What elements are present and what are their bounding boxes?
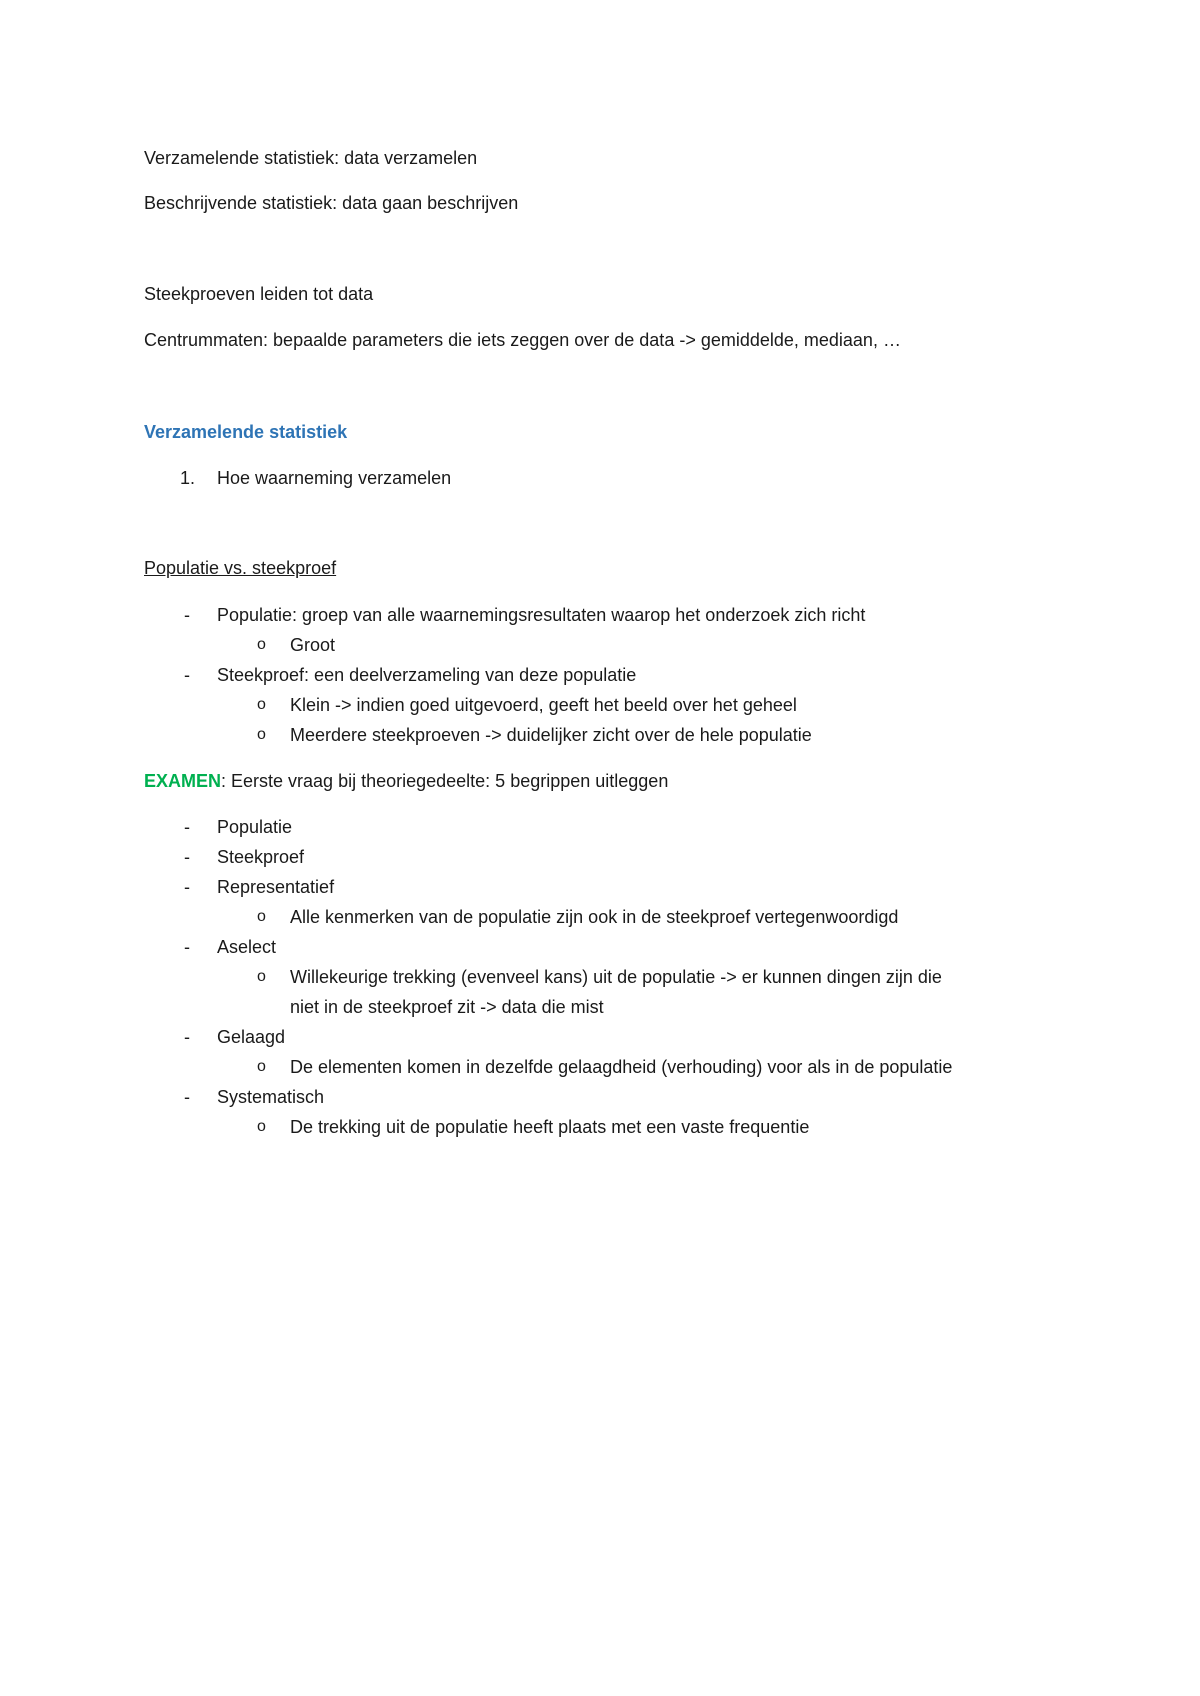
sub-list-item: Alle kenmerken van de populatie zijn ook in de steekproef vertegenwoordigd <box>290 907 899 927</box>
numbered-item: Hoe waarneming verzamelen <box>217 468 452 488</box>
dash-bullet: - <box>184 847 190 867</box>
list-number: 1. <box>180 468 196 488</box>
intro-line-1: Verzamelende statistiek: data verzamelen <box>144 148 478 168</box>
sub-bullet: o <box>257 726 266 743</box>
list-item: Aselect <box>217 937 277 957</box>
subheading-populatie: Populatie vs. steekproef <box>144 558 337 578</box>
dash-bullet: - <box>184 817 190 837</box>
sub-list-item-continued: niet in de steekproef zit -> data die mist <box>290 997 604 1017</box>
dash-bullet: - <box>184 1027 190 1047</box>
section-heading: Verzamelende statistiek <box>144 422 348 442</box>
dash-bullet: - <box>184 1087 190 1107</box>
list-item: Systematisch <box>217 1087 325 1107</box>
dash-bullet: - <box>184 937 190 957</box>
exam-text: : Eerste vraag bij theoriegedeelte: 5 begrippen uitleggen <box>221 771 669 791</box>
sub-bullet: o <box>257 696 266 713</box>
list-item: Representatief <box>217 877 335 897</box>
sub-list-item: Klein -> indien goed uitgevoerd, geeft het beeld over het geheel <box>290 695 797 715</box>
sub-list-item: De elementen komen in dezelfde gelaagdheid (verhouding) voor als in de populatie <box>290 1057 953 1077</box>
intro-line-3: Steekproeven leiden tot data <box>144 284 374 304</box>
sub-bullet: o <box>257 908 266 925</box>
sub-bullet: o <box>257 636 266 653</box>
sub-bullet: o <box>257 1058 266 1075</box>
intro-line-2: Beschrijvende statistiek: data gaan beschrijven <box>144 193 519 213</box>
intro-line-4: Centrummaten: bepaalde parameters die iets zeggen over de data -> gemiddelde, mediaan, … <box>144 330 901 350</box>
list-item: Populatie <box>217 817 293 837</box>
sub-bullet: o <box>257 1118 266 1135</box>
sub-list-item: Meerdere steekproeven -> duidelijker zicht over de hele populatie <box>290 725 812 745</box>
list-item: Gelaagd <box>217 1027 286 1047</box>
list-item: Populatie: groep van alle waarnemingsresultaten waarop het onderzoek zich richt <box>217 605 866 625</box>
sub-bullet: o <box>257 968 266 985</box>
list-item: Steekproef <box>217 847 305 867</box>
sub-list-item: Willekeurige trekking (evenveel kans) uit de populatie -> er kunnen dingen zijn die <box>290 967 942 987</box>
sub-list-item: De trekking uit de populatie heeft plaats met een vaste frequentie <box>290 1117 810 1137</box>
exam-line <box>144 770 668 792</box>
list-item: Steekproef: een deelverzameling van deze populatie <box>217 665 637 685</box>
dash-bullet: - <box>184 877 190 897</box>
sub-list-item: Groot <box>290 635 336 655</box>
dash-bullet: - <box>184 665 190 685</box>
dash-bullet: - <box>184 605 190 625</box>
exam-label: EXAMEN <box>144 771 222 791</box>
